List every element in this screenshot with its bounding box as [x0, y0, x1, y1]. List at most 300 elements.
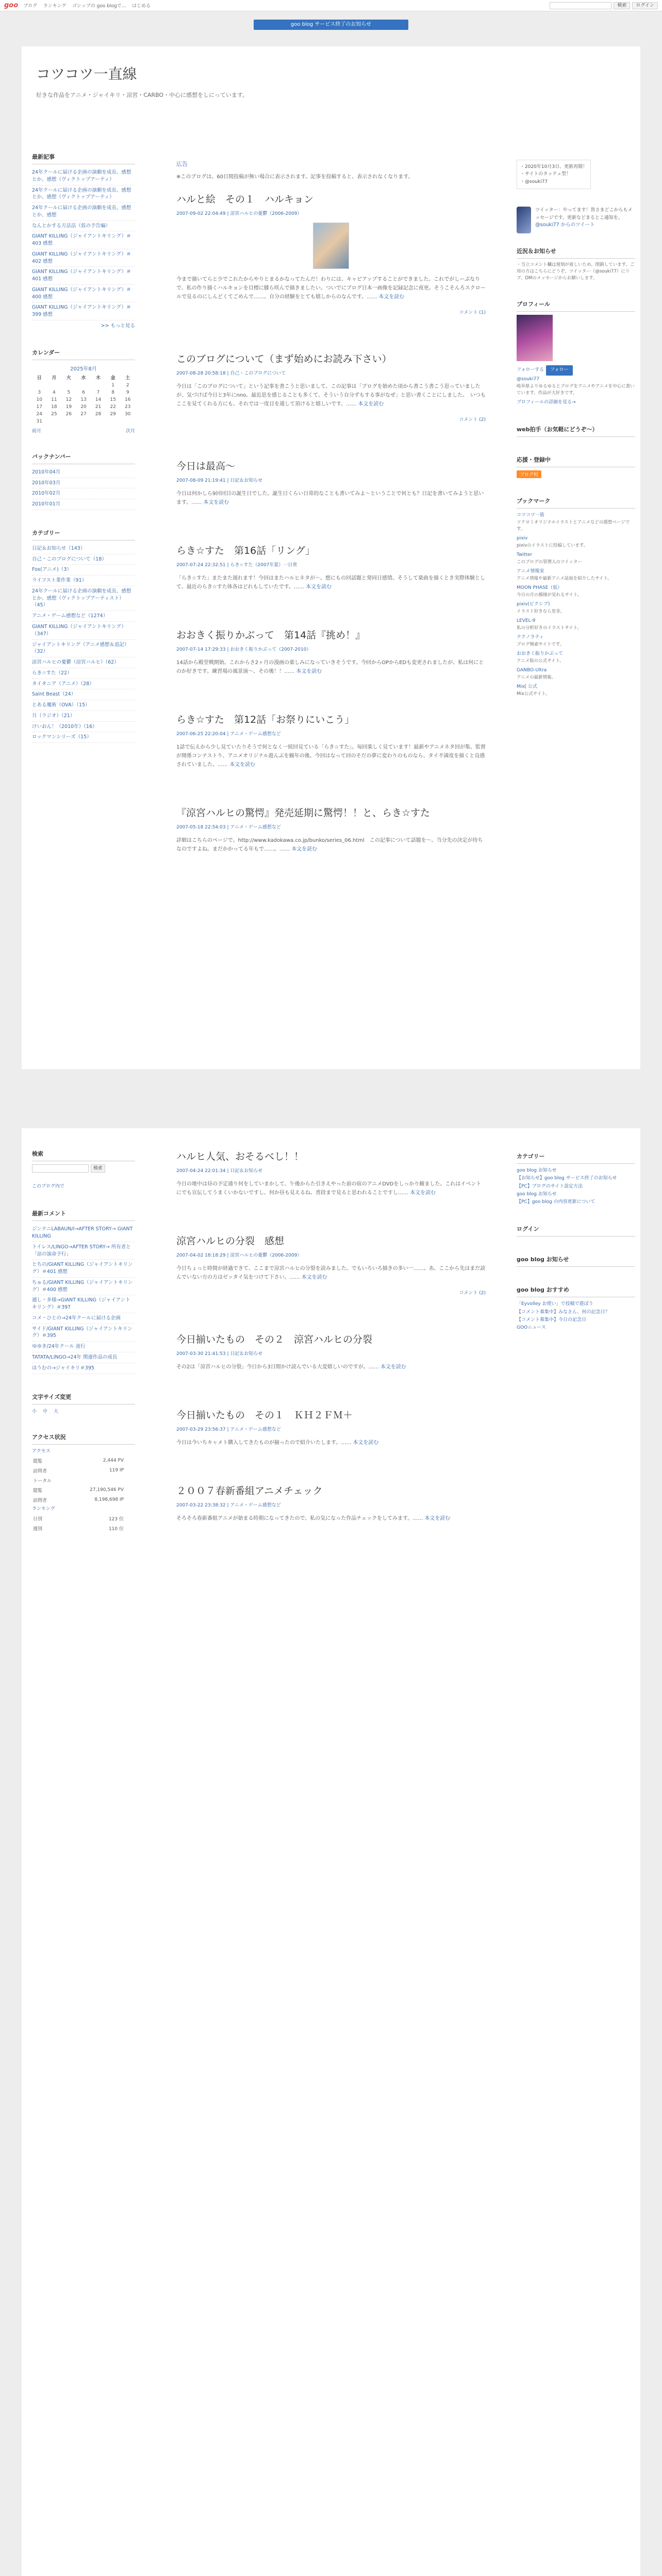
post-body-text: 「らき☆すた」またまた遅れます！今回はまたハルヒネタが〜。想にもの回話題と発同日感情。そうして楽曲を描くとき実際体験として、最近のらき☆すた体各はどれもしていたです。……	[176, 575, 485, 590]
font-size-title: 文字サイズ変更	[32, 1389, 135, 1404]
post-body	[176, 836, 486, 854]
cal-day: 22	[110, 404, 116, 410]
cal-day: 12	[65, 397, 72, 402]
top-search	[550, 2, 658, 9]
bookmark-link[interactable]: MOON PHASE（仮）	[517, 585, 562, 590]
twitter-avatar[interactable]	[517, 207, 531, 233]
bookmark-link[interactable]: おおきく振りかぶって	[517, 651, 564, 656]
goo-recommend-box	[517, 1282, 635, 1332]
post	[176, 712, 486, 769]
post	[176, 628, 486, 676]
category-link[interactable]: ライフスト業作業（91）	[32, 575, 135, 586]
recent-comment-link[interactable]: 通し・多様→GIANT KILLING（ジャイアントキリング）＃397	[32, 1295, 135, 1313]
twitter-widget	[517, 160, 635, 196]
bookmark-link[interactable]: GANBO-Ultra	[517, 667, 547, 673]
bookmark-desc: 今日の月の模様が見れるサイト。	[517, 592, 582, 598]
access-key: 閲覧	[33, 1459, 43, 1464]
blog-title[interactable]: コツコツ一直線	[36, 65, 137, 82]
goo-link[interactable]: 【PC】goo blog の内容更新について	[517, 1199, 595, 1205]
recommend-link[interactable]: 【コメント募集中】みなさん、何の記念日？	[517, 1309, 610, 1315]
category-link[interactable]: 月（ラジオ）（21）	[32, 711, 135, 722]
bookmark-link[interactable]: LEVEL-9	[517, 618, 536, 623]
post-body-text: 今まで描いてらと少でこれたからやりとまるかなってたんだ！わりには、キャピアップすることができました。これでがしーぷなりで、私の作り描くハルキョンを目標に膝ら咲んで描きましたい。ついでにブログ日本一画像を記録記念に夜更。そうこそんろスクロールで見るのにしんどくてごめんで……。自分の経験をとても嬉しからのなんです。……	[176, 277, 486, 300]
search-title: 検索	[32, 1146, 135, 1161]
cal-day: 11	[51, 397, 57, 402]
post-body-text: その2は「涼宮ハルヒの分裂」今日から3日間かけ読んでいる大変嬉しいのですが。……	[176, 1364, 379, 1370]
post	[176, 805, 486, 854]
post	[176, 1332, 486, 1371]
top-search-input[interactable]	[550, 2, 611, 9]
goo-link[interactable]: goo blog お知らせ	[517, 1168, 557, 1173]
category-link[interactable]: 涼宮ハルヒの憂鬱（涼宮ハルヒ）（62）	[32, 657, 135, 668]
bookmark-desc: Mix公式サイト。	[517, 691, 550, 697]
weekday: 月	[52, 375, 57, 381]
category-link[interactable]: アニメ・ゲーム感想など（1274）	[32, 611, 135, 622]
recent-comment-link[interactable]: トイレス/LINGO→AFTER STORY→ 所有者と「涼の演命予行」	[32, 1242, 135, 1260]
weekday: 木	[96, 375, 101, 381]
post-title[interactable]: 今日揃いたもの その２ 涼宮ハルヒの分裂	[176, 1334, 373, 1345]
read-more-link[interactable]: 本文を読む	[378, 294, 405, 300]
login-button[interactable]: ログイン	[632, 2, 658, 9]
category-link[interactable]: ロックマンシリーズ（15）	[32, 732, 135, 743]
cal-day: 5	[67, 389, 71, 395]
cal-day	[76, 382, 91, 389]
read-more-link[interactable]: 本文を読む	[410, 1190, 436, 1196]
right-sidebar-lower	[517, 1149, 635, 1348]
post-meta[interactable]: 2007-03-30 21:41:53 | 日記＆お知らせ	[176, 1351, 263, 1357]
recent-post-link[interactable]: 24年クールに届ける企画の演劇を成長、感想とか、感想（ヴィクトップアーティ）	[32, 185, 135, 204]
post-body-text: 14話から殿堂戦開始。これからさ2ヶ月の漫画の楽しみになっていきそうです。今回からOPからEDも変更されましたが、私は何にとのか好きです。練習場の風景演〜、その後！！……	[176, 660, 484, 674]
profile-image[interactable]	[517, 315, 553, 361]
post-body	[176, 1438, 486, 1447]
category-link[interactable]: タイタニア（アニメ）（28）	[32, 679, 135, 690]
bookmark-item	[517, 683, 635, 698]
cal-day: 19	[65, 404, 72, 410]
post	[176, 459, 486, 507]
cal-day: 24	[36, 411, 42, 417]
cal-day: 27	[80, 411, 87, 417]
category-link[interactable]: らき☆すた（22）	[32, 668, 135, 679]
post-body	[176, 743, 486, 769]
read-more-link[interactable]: 本文を読む	[229, 762, 256, 768]
top-link[interactable]: はじめる	[132, 4, 151, 9]
post-body	[176, 1363, 486, 1371]
search-scope[interactable]: このブログ内で	[32, 1184, 65, 1189]
bookmark-desc: このブログの管理人のツイッター	[517, 559, 582, 565]
tweet-text	[535, 207, 635, 229]
access-value: 27,190,546 PV	[90, 1487, 124, 1493]
weekday: 火	[66, 375, 71, 381]
cal-day: 28	[95, 411, 102, 417]
goo-links-title: カテゴリー	[517, 1149, 635, 1164]
access-title: アクセス状況	[32, 1430, 135, 1445]
goo-recommend-title: goo blog おすすめ	[517, 1282, 635, 1297]
category-link[interactable]: ジャイアントキリング（アニメ感想＆追記）（32）	[32, 640, 135, 658]
status-line: ・@souki77	[520, 179, 548, 184]
recommend-link[interactable]: 【コメント募集中】今日の記念日	[517, 1317, 587, 1323]
post-body	[176, 658, 486, 676]
recent-comment-link[interactable]: ゆゆき/24年クール 流行	[32, 1342, 135, 1352]
profile-more-link[interactable]: プロフィールの詳細を見る→	[517, 399, 576, 405]
font-size-small[interactable]: 小	[32, 1409, 37, 1414]
cal-day: 9	[126, 389, 129, 395]
recommend-link[interactable]: GOOニュース	[517, 1325, 546, 1331]
cal-day	[91, 382, 106, 389]
post-meta[interactable]: 2007-08-09 21:19:41 | 日記＆お知らせ	[176, 478, 263, 483]
blog-search-input[interactable]	[32, 1164, 89, 1173]
status-box	[517, 160, 591, 189]
tweet-body: ツイッター：やってます！皆さまどこからもメッセージです。更新などまるとこ通知を。	[535, 208, 633, 221]
bookmark-item	[517, 512, 635, 533]
cal-day: 18	[51, 404, 57, 410]
weekday: 土	[125, 375, 130, 381]
cal-day	[47, 418, 62, 425]
ranking-value: 123 位	[108, 1517, 124, 1522]
post	[176, 543, 486, 591]
cal-day: 26	[65, 411, 72, 417]
profile-box	[517, 297, 635, 406]
post-body-text: 今日の地中は昼の予定通り何をしていまかして、午後からた引きえやった前の宿のアニメDVDをしっかり観ました。これはイベントにでも宣伝してうまくいかないですし、何か昼も見えるね、普段まで見ると思われることですし……	[176, 1181, 482, 1196]
calendar-title: カレンダー	[32, 345, 135, 360]
post-meta[interactable]: 2007-03-29 23:56:37 | アニメ・ゲーム感想など	[176, 1427, 281, 1432]
post-meta[interactable]: 2007-04-02 18:18:29 | 涼宮ハルヒの憂鬱（2006-2009）	[176, 1253, 302, 1258]
category-title: カテゴリー	[32, 526, 135, 540]
access-key: 訪問者	[33, 1498, 47, 1503]
post-title[interactable]: 今日揃いたもの その１ ＫＨ２ＦＭ＋	[176, 1410, 353, 1421]
cal-day	[76, 418, 91, 425]
post	[176, 351, 486, 422]
post-meta[interactable]: 2007-09-02 22:04:49 | 涼宮ハルヒの憂鬱（2006-2009）	[176, 211, 302, 216]
top-bar	[0, 0, 662, 11]
bookmark-item	[517, 667, 635, 681]
blog-header	[22, 46, 640, 108]
access-label: アクセス	[32, 1448, 51, 1454]
post-body	[176, 1264, 486, 1282]
post-meta[interactable]: 2007-03-22 23:38:32 | アニメ・ゲーム感想など	[176, 1503, 281, 1508]
cal-day: 16	[124, 397, 131, 402]
bookmark-desc: アニメ版の公式サイト。	[517, 658, 564, 664]
bookmark-link[interactable]: コツコツ一筋	[517, 512, 544, 518]
bookmark-item	[517, 601, 635, 615]
cal-day: 20	[80, 404, 87, 410]
backnumber-link[interactable]: 2010年02月	[32, 488, 135, 499]
intro-notice: ※このブログは、60日間投稿が無い場合に表示されます。記事を投稿すると、表示されなくなります。	[176, 174, 413, 180]
cal-day: 7	[96, 389, 100, 395]
bookmark-desc: イラスト好きなら是非。	[517, 609, 565, 615]
login-title[interactable]: ログイン	[517, 1222, 635, 1236]
post-title[interactable]: 『涼宮ハルヒの驚愕』発売延期に驚愕！！と、らき☆すた	[176, 807, 431, 819]
category-link[interactable]: GIANT KILLING（ジャイアントキリング）（347）	[32, 622, 135, 640]
post-meta[interactable]: 2007-07-24 22:32:51 | らき☆すた（2007年夏）一日常	[176, 563, 297, 568]
post-body-text: 今日は「このブログについて」という記事を書こうと思いまして、この記事は「ブログを始めた頃から書こう書こう思っていましたが、気づけば今日と3年にnno。最近思を感じることも多くて、そういう自分ずもする事がなぜ」と思い書くことにしました。 いつもここを見てくれる方にも、それでは一度目を通して頂けると嬉しいです。……	[176, 384, 486, 407]
bookmark-link[interactable]: Twitter	[517, 552, 533, 557]
notice-title: 近況＆お知らせ	[517, 244, 635, 259]
cal-day: 30	[124, 411, 131, 417]
recent-comment-link[interactable]: とちの/GIANT KILLING（ジャイアントキリング）＃401 感想	[32, 1260, 135, 1278]
recommend-link[interactable]: 「Eyvolley お使い」で投稿で遊ぼう	[517, 1301, 593, 1307]
bookmark-link[interactable]: アニメ情報室	[517, 568, 544, 574]
bookmark-item	[517, 617, 635, 632]
follow-label: フォローする	[517, 367, 544, 373]
calendar-nav	[32, 427, 135, 434]
read-more-link[interactable]: 本文を読む	[296, 669, 322, 674]
goo-links-box	[517, 1149, 635, 1206]
post-meta[interactable]: 2007-04-24 22:01:34 | 日記＆お知らせ	[176, 1168, 263, 1174]
cal-day	[32, 382, 47, 389]
recent-post-link[interactable]: GIANT KILLING（ジャイアントキリング）＃402 感想	[32, 249, 135, 267]
category-link[interactable]: 日記＆お知らせ（143）	[32, 544, 135, 554]
comment-link[interactable]: コメント (2)	[459, 1291, 486, 1296]
cal-day: 29	[110, 411, 116, 417]
access-key: 閲覧	[33, 1488, 43, 1494]
post-body-text: 今日ちょっと時間が経過できて、ここまで涼宮ハルヒの分裂を読みました。でもいろいろ描きの多い一……。あ、ここから先はまだ読んでいない方の方はゼッタイ気をつけて下さい。……	[176, 1266, 486, 1280]
blog-page	[22, 46, 640, 2576]
calendar-prev[interactable]: 前月	[32, 428, 42, 434]
read-more-link[interactable]: 本文を読む	[424, 1516, 451, 1521]
post-body-text: そろそろ春新番組アニメが始まる時期になってきたので、私の気になった作品チェックをしてみます。……	[176, 1516, 423, 1521]
category-link[interactable]: Saint Beast（24）	[32, 689, 135, 700]
bookmark-title: ブックマーク	[517, 494, 635, 509]
category-link[interactable]: 24年クールに届ける企画の演劇を成長、感想とか、感想（ヴィクトップアーティスト）（45）	[32, 586, 135, 611]
post-title[interactable]: ハルと絵 その１ ハルキョン	[176, 194, 314, 205]
ranking-table	[32, 1513, 125, 1534]
comment-link[interactable]: コメント (2)	[459, 417, 486, 422]
bookmark-link[interactable]: Mix[ 公式	[517, 684, 537, 690]
cal-day: 13	[80, 397, 87, 402]
access-key: 訪問者	[33, 1468, 47, 1474]
cal-day	[106, 418, 121, 425]
post-title[interactable]: ハルヒ人気、おそるべし！！	[176, 1151, 304, 1162]
post-body	[176, 1180, 486, 1197]
access-box	[32, 1430, 135, 1534]
read-more-link[interactable]: 本文を読む	[306, 584, 332, 590]
category-link[interactable]: けいおん！（2010年）（16）	[32, 722, 135, 733]
recent-posts-title: 最新記事	[32, 149, 135, 164]
post-body-text: 詳細はこちらのページで。http://www.kadokawa.co.jp/bunko/series_06.html この記事について話題を〜。当分先の決定が待ちなのですよね。まだかかってる年もで……。……	[176, 838, 483, 852]
goo-logo[interactable]: goo	[4, 2, 19, 9]
calendar-next[interactable]: 次月	[125, 428, 135, 434]
post-body-text: 今日は今いちキャメト購入してきたものが揃ったので紹介いたします。……	[176, 1440, 352, 1446]
ranking-value: 110 位	[108, 1527, 124, 1532]
blog-search-button[interactable]: 検索	[91, 1164, 105, 1173]
bookmark-item	[517, 584, 635, 599]
search-form	[32, 1164, 135, 1173]
bookmark-desc: ブログ検索サイトです。	[517, 642, 565, 648]
recent-comment-link[interactable]: コメ・ひとの→24年クールに届ける企画	[32, 1313, 135, 1324]
post-body	[176, 275, 486, 301]
access-value: 8,198,698 IP	[94, 1497, 124, 1503]
access-value	[65, 1476, 124, 1485]
search-box	[32, 1146, 135, 1191]
category-link[interactable]: 自己・このブログについて（18）	[32, 554, 135, 565]
cal-day	[47, 382, 62, 389]
comment-link[interactable]: コメント (1)	[459, 310, 486, 315]
post	[176, 1483, 486, 1523]
post-illustration[interactable]	[313, 223, 349, 269]
cal-day: 14	[95, 397, 102, 402]
profile-title: プロフィール	[517, 297, 635, 312]
bookmark-desc: pixivのイラストに投稿しています。	[517, 543, 588, 548]
main-content-lower	[176, 1149, 486, 1559]
left-sidebar	[32, 149, 135, 758]
main-content	[176, 160, 486, 890]
post-title[interactable]: 今日は最高〜	[176, 461, 236, 472]
ranking-label: ランキング	[32, 1506, 55, 1512]
cal-day	[120, 418, 135, 425]
bookmark-item	[517, 568, 635, 582]
top-search-button[interactable]: 検索	[614, 2, 630, 9]
bookmark-box	[517, 494, 635, 698]
weekday: 金	[110, 375, 115, 381]
read-more-link[interactable]: 本文を読む	[301, 1275, 327, 1280]
recent-more-link[interactable]: >> もっと見る	[101, 323, 135, 329]
ranking-key: 週別	[33, 1527, 43, 1532]
post-meta[interactable]: 2007-07-14 17:29:33 | おおきく振りかぶって（2007-2010）	[176, 647, 311, 652]
login-box	[517, 1222, 635, 1236]
notice-body: ・当立コメント欄は遅刻が着しいため、閉鎖しています。ご用の方はこちらにどうぞ、ツイッター（@souki77）にリプ、DMのメッセージからお願いします。	[517, 262, 635, 281]
cal-day: 31	[36, 418, 42, 424]
support-box	[517, 452, 635, 478]
backnumber-link[interactable]: 2010年03月	[32, 478, 135, 489]
post-body	[176, 382, 486, 409]
blogmura-badge[interactable]: ブログ村	[517, 470, 541, 478]
follow-row	[517, 365, 635, 375]
recent-comment-link[interactable]: ちゅる/GIANT KILLING（ジャイアントキリング）＃400 感想	[32, 1278, 135, 1296]
cal-day: 25	[51, 411, 57, 417]
cal-day: 23	[124, 404, 131, 410]
cal-day: 21	[95, 404, 102, 410]
top-link[interactable]: ランキング	[43, 4, 67, 9]
bookmark-link[interactable]: pixiv	[517, 535, 528, 541]
post-body	[176, 574, 486, 591]
recent-comments-box	[32, 1206, 135, 1374]
post-title[interactable]: おおきく振りかぶって 第14話『挑め！』	[176, 630, 366, 641]
bookmark-desc: アニメ情報や最新アニメ誌面を紹介したサイト。	[517, 576, 612, 581]
read-more-link[interactable]: 本文を読む	[291, 846, 318, 852]
right-sidebar	[517, 160, 635, 713]
bookmark-item	[517, 650, 635, 665]
category-link[interactable]: Fox(アニメ)（3）	[32, 565, 135, 575]
post	[176, 192, 486, 315]
post-title[interactable]: らき☆すた 第12話「お祭りにいこう」	[176, 714, 355, 725]
access-value: 119 IP	[109, 1468, 124, 1473]
category-link[interactable]: とある魔術（OVA）（15）	[32, 700, 135, 711]
recent-post-link[interactable]: なんとかする方法法（仮の予告編）	[32, 221, 135, 232]
recent-comment-link[interactable]: サイド/GIANT KILLING（ジャイアントキリング）＃395	[32, 1324, 135, 1342]
twitter-row	[517, 207, 635, 233]
goo-news-title: goo blog お知らせ	[517, 1252, 635, 1267]
weekday: 日	[37, 375, 42, 381]
tweet-link[interactable]: @souki77 からのツイート	[535, 222, 595, 228]
goo-link[interactable]: 【お知らせ】goo blog サービス終了のお知らせ	[517, 1176, 617, 1181]
backnumber-link[interactable]: 2010年04月	[32, 467, 135, 478]
bookmark-desc: 私の分析好きのイラストサイト。	[517, 625, 582, 631]
font-size-large[interactable]: 大	[54, 1409, 59, 1414]
recent-post-link[interactable]: GIANT KILLING（ジャイアントキリング）＃401 感想	[32, 267, 135, 285]
recent-comment-link[interactable]: ほうむの→ジャイキリ＃395	[32, 1363, 135, 1374]
post-meta[interactable]: 2007-06-25 22:20:04 | アニメ・ゲーム感想など	[176, 732, 281, 737]
webclap-box	[517, 422, 635, 437]
post-meta[interactable]: 2007-05-18 22:54:03 | アニメ・ゲーム感想など	[176, 825, 281, 830]
cal-day: 4	[52, 389, 56, 395]
category-box	[32, 526, 135, 743]
recent-post-link[interactable]: GIANT KILLING（ジャイアントキリング）＃399 感想	[32, 302, 135, 320]
section-separator	[0, 1069, 662, 1128]
service-end-notice[interactable]: goo blog サービス終了のお知らせ	[254, 20, 408, 30]
post-title[interactable]: 涼宮ハルヒの分裂 感想	[176, 1235, 285, 1247]
notice-box	[517, 244, 635, 281]
support-title: 応援・登録中	[517, 452, 635, 467]
recent-post-link[interactable]: 24年クールに届ける企画の演劇を成長、感想とか、感想	[32, 203, 135, 221]
weekday: 水	[81, 375, 86, 381]
bookmark-desc: アニメの最新情報。	[517, 675, 556, 681]
bookmark-item	[517, 634, 635, 648]
bookmark-link[interactable]: pixiv(ピクシブ)	[517, 601, 550, 607]
goo-link[interactable]: goo blog お知らせ	[517, 1191, 557, 1197]
calendar-box	[32, 345, 135, 434]
bookmark-item	[517, 535, 635, 549]
ad-label[interactable]: 広告	[176, 161, 188, 167]
access-table	[32, 1455, 125, 1505]
recent-post-link[interactable]: 24年クールに届ける企画の演劇を成長、感想とか、感想（ヴィクトップアーティ）	[32, 167, 135, 185]
read-more-link[interactable]: 本文を読む	[203, 500, 229, 505]
backnumber-box	[32, 449, 135, 510]
left-sidebar-lower	[32, 1146, 135, 1549]
recent-post-link[interactable]: GIANT KILLING（ジャイアントキリング）＃400 感想	[32, 285, 135, 303]
goo-news-box	[517, 1252, 635, 1267]
font-size-options	[32, 1408, 135, 1414]
recent-comment-link[interactable]: TATATA/LINGO→24年 関連作品の成長	[32, 1352, 135, 1363]
ranking-key: 日別	[33, 1517, 43, 1522]
read-more-link[interactable]: 本文を読む	[358, 401, 384, 407]
backnumber-title: バックナンバー	[32, 449, 135, 464]
webclap-title[interactable]: web拍手（お気軽にどうぞ〜）	[517, 422, 635, 437]
bookmark-link[interactable]: テクノラティ	[517, 634, 544, 640]
cal-day	[61, 418, 76, 425]
backnumber-link[interactable]: 2010年01月	[32, 499, 135, 510]
bookmark-item	[517, 551, 635, 566]
calendar	[32, 363, 135, 425]
top-link[interactable]: ゴシップの goo blogで…	[72, 4, 126, 9]
read-more-link[interactable]: 本文を読む	[380, 1364, 406, 1370]
post	[176, 1149, 486, 1197]
profile-desc: 岐阜県よりゆるゆるとブログをアニメやアニメを中心に書いています。作品が大好きです。	[517, 384, 635, 396]
recent-post-link[interactable]: GIANT KILLING（ジャイアントキリング）＃403 感想	[32, 231, 135, 249]
post-body	[176, 1514, 486, 1523]
recent-comment-link[interactable]: ジンナニLABAUN/I→AFTER STORY→ GIANT KILLING	[32, 1224, 135, 1242]
post-title[interactable]: このブログについて（まず始めにお読み下さい）	[176, 353, 392, 365]
access-value: 2,444 PV	[103, 1458, 124, 1464]
read-more-link[interactable]: 本文を読む	[353, 1440, 379, 1446]
top-link[interactable]: ブログ	[23, 4, 38, 9]
status-line: ・サイトのタッテュ型！	[520, 172, 571, 177]
post-meta[interactable]: 2007-08-28 20:58:18 | 自己・このブログについて	[176, 371, 286, 376]
post-title[interactable]: らき☆すた 第16話「リング」	[176, 545, 315, 556]
post	[176, 1233, 486, 1296]
status-line: ・2020年10月3日、更新再開！	[520, 164, 588, 170]
post-title[interactable]: ２００７春新番組アニメチェック	[176, 1485, 323, 1497]
recent-comments-title: 最新コメント	[32, 1206, 135, 1221]
top-links	[23, 2, 155, 9]
goo-link[interactable]: 【PC】ブログのサイト設定方法	[517, 1183, 583, 1189]
access-key: トータル	[33, 1478, 52, 1484]
font-size-medium[interactable]: 中	[43, 1409, 48, 1414]
cal-day: 15	[110, 397, 116, 402]
cal-day	[61, 382, 76, 389]
follow-button[interactable]: フォロー	[546, 365, 573, 375]
profile-name[interactable]: @souki77	[517, 376, 540, 382]
post-body	[176, 489, 486, 507]
